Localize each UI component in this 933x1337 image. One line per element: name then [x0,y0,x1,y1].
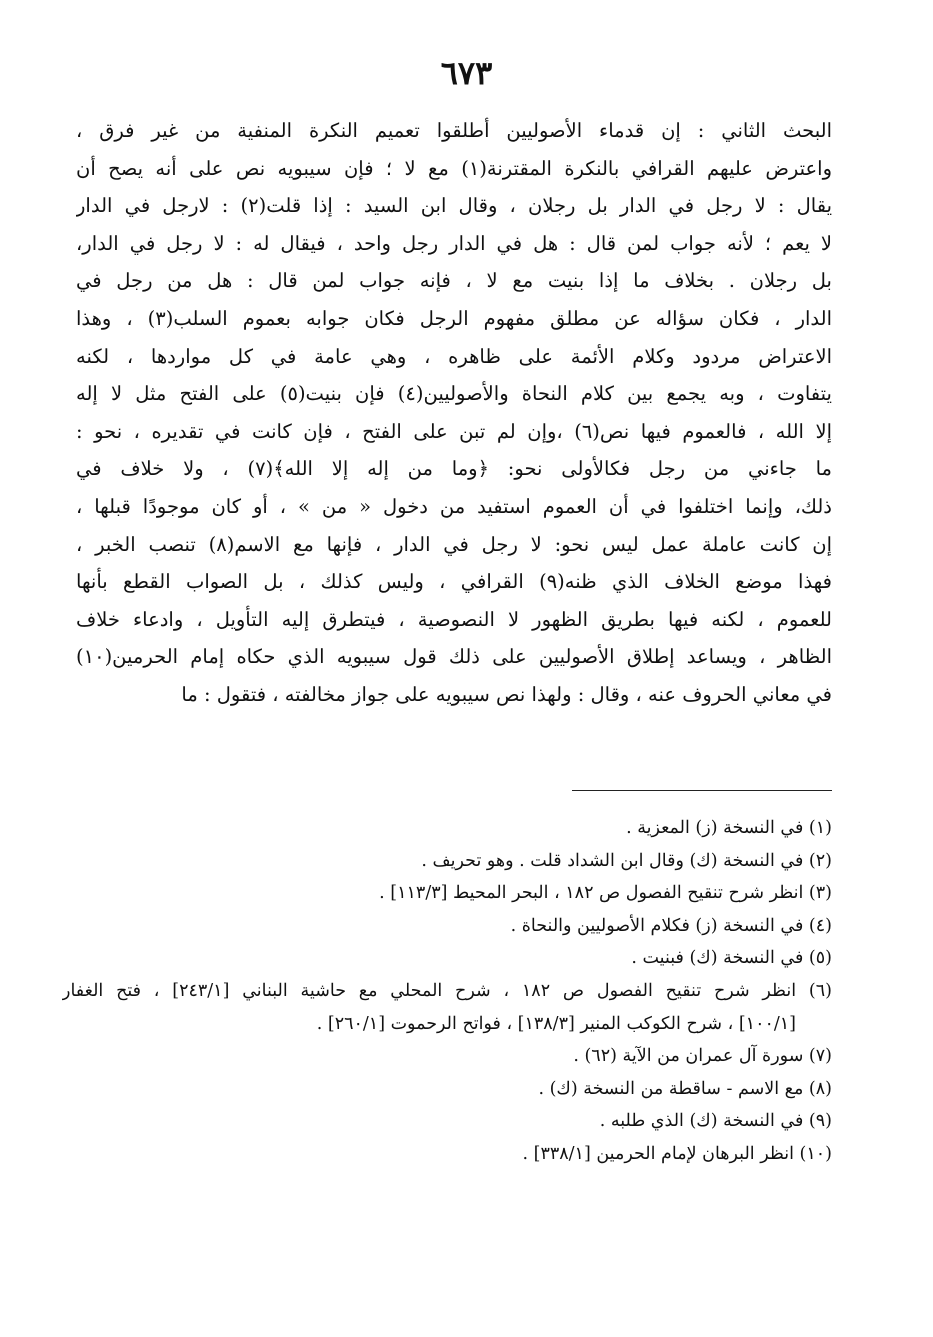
text-line: يقال : لا رجل في الدار بل رجلان ، وقال ابن السيد : إذا قلت(٢) : لارجل في الدار [76,194,832,218]
footnote: (٥) في النسخة (ك) فبنيت . [631,948,832,969]
text-line: الظاهر ، ويساعد إطلاق الأصوليين على ذلك قول سيبويه الذي حكاه إمام الحرمين(١٠) [76,645,832,669]
text-line: ما جاءني من رجل فكالأولى نحو: ﴿وما من إله إلا الله﴾(٧) ، ولا خلاف في [76,457,832,481]
footnote-divider [572,790,832,791]
footnote: (٩) في النسخة (ك) الذي طلبه . [599,1111,832,1132]
text-line: إن كانت عاملة عمل ليس نحو: لا رجل في الدار ، فإنها مع الاسم(٨) تنصب الخبر ، [76,532,832,556]
text-line: بل رجلان . بخلاف ما إذا بنيت مع لا ، فإنه جواب لمن قال : هل من رجل في [76,269,832,293]
footnote: (٧) سورة آل عمران من الآية (٦٢) . [573,1046,832,1067]
footnotes [62,812,832,1171]
footnote: (٢) في النسخة (ك) وقال ابن الشداد قلت . وهو تحريف . [421,850,832,871]
text-line: إلا الله ، فالعموم فيها نص(٦) ،وإن لم تبن على الفتح ، فإن كانت في تقديره ، نحو : [76,419,832,443]
footnote: (١) في النسخة (ز) المعزية . [626,818,832,838]
text-line: البحث الثاني : إن قدماء الأصوليين أطلقوا تعميم النكرة المنفية من غير فرق ، [76,119,832,142]
text-line: للعموم ، لكنه فيها بطريق الظهور لا النصوصية ، فيتطرق إليه التأويل ، وادعاء خلاف [76,607,832,631]
footnote: (٣) انظر شرح تنقيح الفصول ص ١٨٢ ، البحر المحيط [١١٣/٣] . [379,883,832,904]
main-text [76,112,832,714]
text-line: يتفاوت ، وبه يجمع بين كلام النحاة والأصوليين(٤) فإن بنيت(٥) على الفتح مثل لا إله [76,382,832,406]
text-line: في معاني الحروف عنه ، وقال : ولهذا نص سيبويه على جواز مخالفته ، فتقول : ما [181,682,832,706]
text-line: الاعتراض مردود وكلام الأئمة على ظاهره ، وهي عامة في كل مواردها ، لكنه [76,344,832,368]
text-line: فهذا موضع الخلاف الذي ظنه(٩) القرافي ، وليس كذلك ، بل الصواب القطع بأنها [76,570,832,594]
footnote: (٤) في النسخة (ز) فكلام الأصوليين والنحاة . [510,915,832,936]
page-number: ٦٧٣ [440,54,493,92]
text-line: واعترض عليهم القرافي بالنكرة المقترنة(١) مع لا ؛ فإن سيبويه نص على أنه يصح أن [76,156,832,180]
text-line: لا يعم ؛ لأنه جواب لمن قال : هل في الدار رجل واحد ، فيقال له : لا رجل في الدار، [76,231,832,255]
footnote: (٦) انظر شرح تنقيح الفصول ص ١٨٢ ، شرح المحلي مع حاشية البناني [٢٤٣/١] ، فتح الغفار [62,980,832,1001]
text-line: الدار ، فكان سؤاله عن مطلق مفهوم الرجل فكان جوابه بعموم السلب(٣) ، وهذا [76,306,832,330]
footnote: (١٠) انظر البرهان لإمام الحرمين [٣٣٨/١] . [522,1143,832,1164]
footnote-continuation: [١٠٠/١] ، شرح الكوكب المنير [١٣٨/٣] ، فواتح الرحموت [٢٦٠/١] . [316,1013,796,1034]
text-line: ذلك، وإنما اختلفوا في أن العموم استفيد من دخول « من » ، أو كان موجودًا قبلها ، [76,494,832,518]
footnote: (٨) مع الاسم - ساقطة من النسخة (ك) . [538,1078,832,1099]
